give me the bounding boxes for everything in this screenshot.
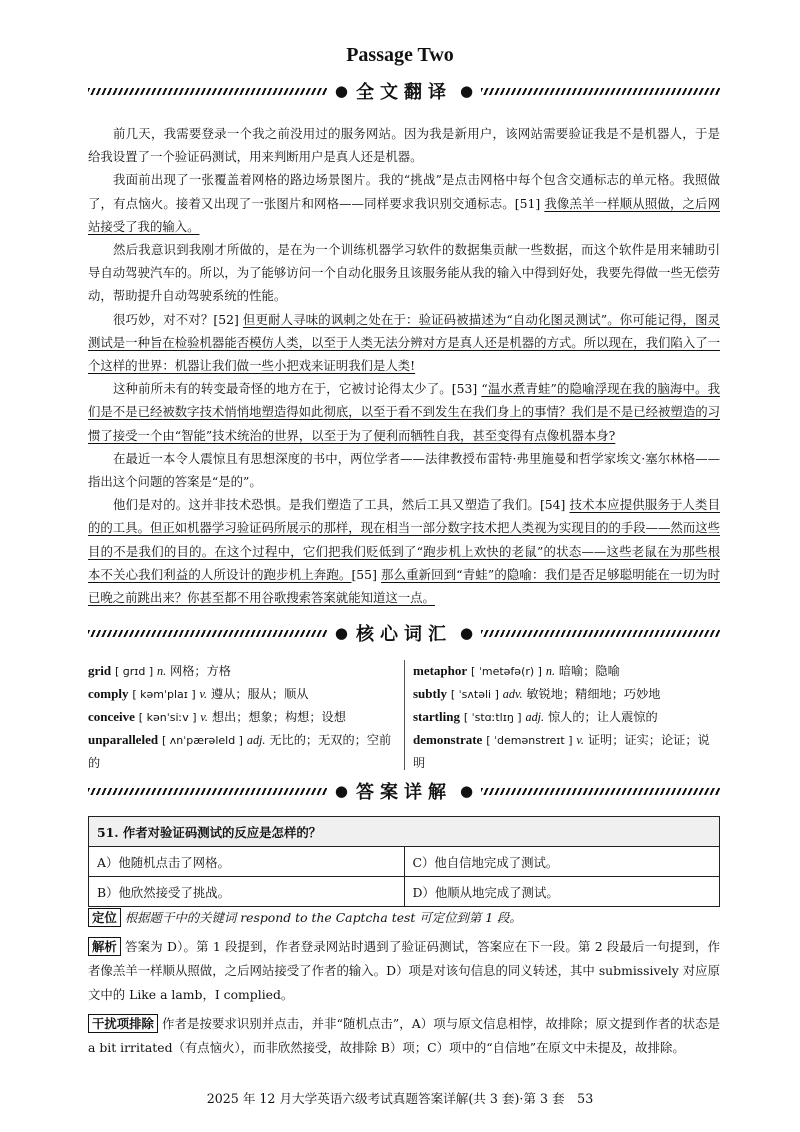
section-header-vocabulary xyxy=(88,618,720,648)
vocabulary-column-right xyxy=(404,660,720,770)
hatch-divider xyxy=(88,88,327,95)
vocab-entry: metaphor [ ˈmetəfə(r) ] n. 暗喻；隐喻 xyxy=(413,663,620,678)
option-d: D）他顺从地完成了测试。 xyxy=(404,877,720,906)
option-a: A）他随机点击了网格。 xyxy=(97,854,230,870)
explanation-body xyxy=(88,906,720,1060)
page-footer: 2025 年 12 月大学英语六级考试真题答案详解(共 3 套)·第 3 套 53 xyxy=(206,1091,594,1106)
paragraph-6: 在最近一本令人震惊且有思想深度的书中，两位学者——法律教授布雷特·弗里施曼和哲学家埃文·塞尔林格——指出这个问题的答案是“是的”。 xyxy=(88,450,720,490)
vocabulary-column-left xyxy=(88,660,404,770)
paragraph-7: 他们是对的。这并非技术恐惧。是我们塑造了工具，然后工具又塑造了我们。[54] 技术本应提供服务于人类目的的工具。但正如机器学习验证码所展示的那样，现在相当一部分数字技术把人类视为实现目的的手段——然而这些目的不是我们的目的。在这个过程中，它们把我们贬低到了“跑步机上欢快的老鼠”的状态——这些老鼠在为那些根本不关心我们利益的人所设计的跑步机上奔跑。[55] 那么重新回到“青蛙”的隐喻：我们是否足够聪明能在一切为时已晚之前跳出来？你甚至都不用谷歌搜索答案就能知道这一点。 xyxy=(88,497,721,606)
underlined-answer-52: 但更耐人寻味的讽刺之处在于：验证码被描述为“自动化图灵测试”。你可能记得，图灵测试是一种旨在检验机器能否模仿人类，以至于人类无法分辨对方是真人还是机器的方式。所以现在，我们陷入了一个这样的世界：机器让我们做一些小把戏来证明我们是人类! xyxy=(88,311,721,374)
paragraph-1: 前几天，我需要登录一个我之前没用过的服务网站。因为我是新用户，该网站需要验证我是不是机器人，于是给我设置了一个验证码测试，用来判断用户是真人还是机器。 xyxy=(88,126,720,165)
bullet-dot: ● xyxy=(334,623,348,642)
paragraph-4: 很巧妙，对不对？[52] 但更耐人寻味的讽刺之处在于：验证码被描述为“自动化图灵测试”。你可能记得，图灵测试是一种旨在检验机器能否模仿人类，以至于人类无法分辨对方是真人还是机器的方式。所以现在，我们陷入了一个这样的世界：机器让我们做一些小把戏来证明我们是人类! xyxy=(88,311,721,374)
exclusion-note xyxy=(88,1012,720,1060)
underlined-answer-53: “温水煮青蛙”的隐喻浮现在我的脑海中。我们是不是已经被数字技术悄悄地塑造得如此彻底，以至于看不到发生在我们身上的事情？我们是不是已经被塑造的习惯了接受一个由“智能”技术统治的世界，以至于为了便利而牺牲自我，甚至变得有点像机器本身? xyxy=(88,381,721,443)
vocab-entry: unparalleled [ ʌnˈpærəleld ] adj. 无比的；无双的；空前的 xyxy=(88,732,392,770)
bullet-dot: ● xyxy=(334,81,348,100)
paragraph-2: 我面前出现了一张覆盖着网格的路边场景图片。我的“挑战”是点击网格中每个包含交通标志的单元格。我照做了，有点恼火。接着又出现了一张图片和网格——同样要求我识别交通标志。[51] 我像羔羊一样顺从照做，之后网站接受了我的输入。 xyxy=(88,172,721,234)
bullet-dot: ● xyxy=(334,781,348,800)
exclusion-text: 作者是按要求识别并点击，并非“随机点击”，A）项与原文信息相悖，故排除；原文提到作者的状态是 a bit irritated（有点恼火），而非欣然接受，故排除 B）项；C）项中的“自信地”在原文中未提及，故排除。 xyxy=(88,1016,720,1055)
hatch-divider xyxy=(481,630,720,637)
bullet-dot: ● xyxy=(460,781,474,800)
section-header-translation xyxy=(88,76,720,106)
section-title-answers: 答案详解 xyxy=(356,782,452,803)
bullet-dot: ● xyxy=(460,623,474,642)
analysis-text: 答案为 D）。第 1 段提到，作者登录网站时遇到了验证码测试，答案应在下一段。第 2 段最后一句提到，作者像羔羊一样顺从照做，之后网站接受了作者的输入。D）项是对该句信息的同义转述，其中 submissively 对应原文中的 Like a lamb，I complied。 xyxy=(88,939,720,1002)
passage-title: Passage Two xyxy=(346,44,454,66)
analysis-tag: 解析 xyxy=(88,937,121,956)
locate-tag: 定位 xyxy=(88,908,121,927)
section-title-vocabulary: 核心词汇 xyxy=(356,624,452,645)
vocabulary-list xyxy=(88,660,720,770)
vocab-entry: conceive [ kənˈsiːv ] v. 想出；想象；构想；设想 xyxy=(88,709,346,724)
section-title-translation: 全文翻译 xyxy=(356,82,452,103)
vocab-entry: grid [ ɡrɪd ] n. 网格；方格 xyxy=(88,663,231,678)
section-header-answers xyxy=(88,776,720,806)
vocab-entry: comply [ kəmˈplaɪ ] v. 遵从；服从；顺从 xyxy=(88,686,309,701)
options-row xyxy=(89,846,719,876)
hatch-divider xyxy=(88,788,327,795)
translation-body xyxy=(88,122,720,609)
vocab-entry: demonstrate [ ˈdemənstreɪt ] v. 证明；证实；论证；说明 xyxy=(413,732,710,770)
hatch-divider xyxy=(481,788,720,795)
question-stem: 51. 作者对验证码测试的反应是怎样的？ xyxy=(97,824,322,840)
underlined-answer-54: 技术本应提供服务于人类目的的工具。但正如机器学习验证码所展示的那样，现在相当一部分数字技术把人类视为实现目的的手段——然而这些目的不是我们的目的。在这个过程中，它们把我们贬低到了“跑步机上欢快的老鼠”的状态——这些老鼠在为那些根本不关心我们利益的人所设计的跑步机上奔跑。 xyxy=(88,497,721,582)
option-c: C）他自信地完成了测试。 xyxy=(404,847,720,876)
locate-note xyxy=(88,906,720,930)
analysis-note xyxy=(88,935,720,1007)
option-b: B）他欣然接受了挑战。 xyxy=(97,884,231,900)
underlined-answer-55: 那么重新回到“青蛙”的隐喻：我们是否足够聪明能在一切为时已晚之前跳出来？你甚至都不用谷歌搜索答案就能知道这一点。 xyxy=(88,566,721,606)
question-table xyxy=(88,816,720,907)
hatch-divider xyxy=(88,630,327,637)
bullet-dot: ● xyxy=(460,81,474,100)
vocab-entry: subtly [ ˈsʌtəli ] adv. 敏锐地；精细地；巧妙地 xyxy=(413,686,661,701)
vocab-entry: startling [ ˈstɑːtlɪŋ ] adj. 惊人的；让人震惊的 xyxy=(413,709,658,724)
options-row xyxy=(89,876,719,906)
locate-text: 根据题干中的关键词 respond to the Captcha test 可定位到第 1 段。 xyxy=(124,910,522,925)
hatch-divider xyxy=(481,88,720,95)
question-stem-row xyxy=(89,817,719,846)
underlined-answer-51: 我像羔羊一样顺从照做，之后网站接受了我的输入。 xyxy=(88,195,721,234)
paragraph-3: 然后我意识到我刚才所做的，是在为一个训练机器学习软件的数据集贡献一些数据，而这个软件是用来辅助引导自动驾驶汽车的。所以，为了能够访问一个自动化服务且该服务能从我的输入中得到好处，我要先得做一些无偿劳动，帮助提升自动驾驶系统的性能。 xyxy=(88,242,720,304)
paragraph-5: 这种前所未有的转变最奇怪的地方在于，它被讨论得太少了。[53] “温水煮青蛙”的隐喻浮现在我的脑海中。我们是不是已经被数字技术悄悄地塑造得如此彻底，以至于看不到发生在我们身上的事情？我们是不是已经被塑造的习惯了接受一个由“智能”技术统治的世界，以至于为了便利而牺牲自我，甚至变得有点像机器本身? xyxy=(88,381,721,443)
exclusion-tag: 干扰项排除 xyxy=(88,1014,158,1033)
